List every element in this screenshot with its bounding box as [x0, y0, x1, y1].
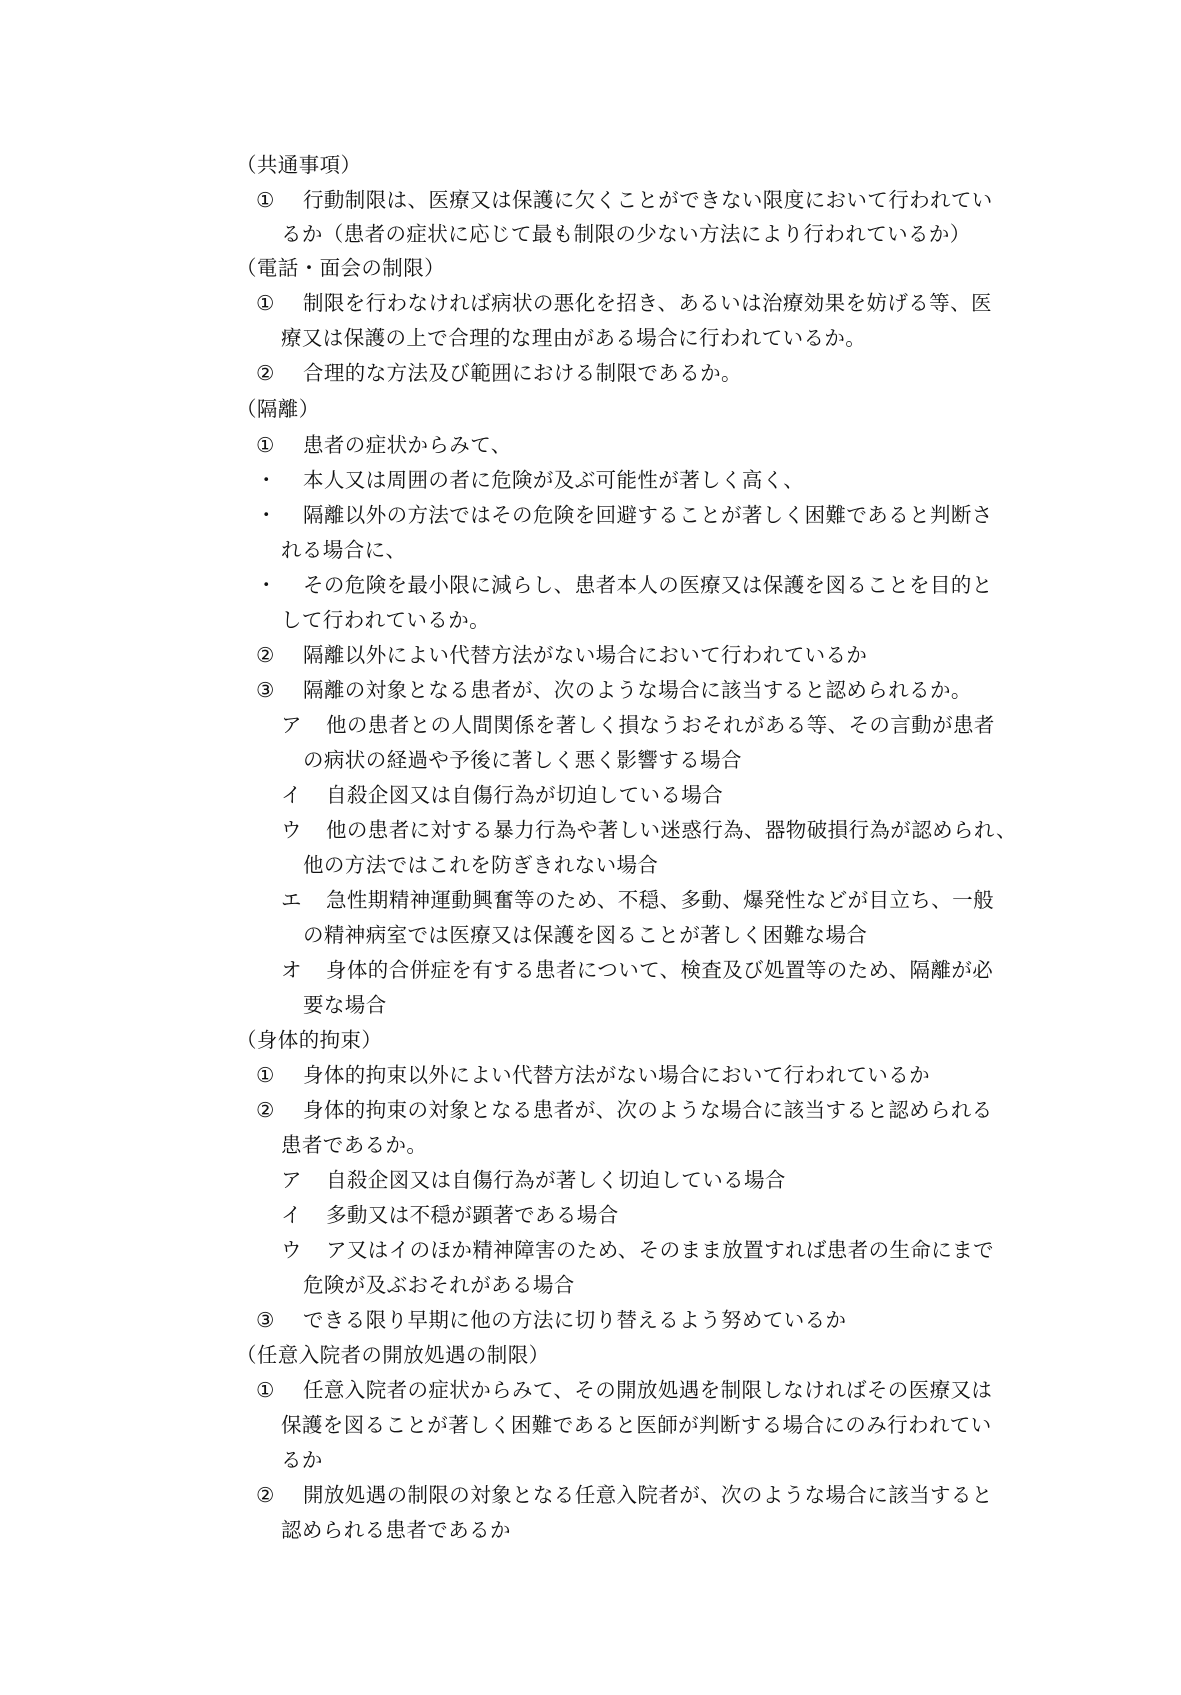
sub-item-marker: イ [281, 1203, 302, 1227]
item-line: できる限り早期に他の方法に切り替えるよう努めているか [303, 1308, 847, 1332]
item-line: 自殺企図又は自傷行為が著しく切迫している場合 [326, 1168, 786, 1192]
item-line: 患者の症状からみて、 [303, 433, 512, 457]
item-line: 開放処遇の制限の対象となる任意入院者が、次のような場合に該当すると [303, 1483, 993, 1507]
item-line: 患者であるか。 [281, 1133, 428, 1157]
item-line: の精神病室では医療又は保護を図ることが著しく困難な場合 [303, 923, 868, 947]
item-line: 合理的な方法及び範囲における制限であるか。 [303, 361, 742, 385]
item-line: ア又はイのほか精神障害のため、そのまま放置すれば患者の生命にまで [326, 1238, 994, 1262]
item-line: 身体的合併症を有する患者について、検査及び処置等のため、隔離が必 [326, 958, 994, 982]
item-line: 自殺企図又は自傷行為が切迫している場合 [326, 783, 724, 807]
item-line: 要な場合 [303, 993, 387, 1017]
section-heading-common: （共通事項） [236, 153, 362, 177]
item-line: 療又は保護の上で合理的な理由がある場合に行われているか。 [281, 326, 867, 350]
bullet-marker: ・ [256, 573, 277, 597]
item-line: 他の患者に対する暴力行為や著しい迷惑行為、器物破損行為が認められ、 [326, 818, 1017, 842]
item-line: の病状の経過や予後に著しく悪く影響する場合 [303, 748, 742, 772]
item-line: 隔離以外によい代替方法がない場合において行われているか [303, 643, 868, 667]
item-line: るか（患者の症状に応じて最も制限の少ない方法により行われているか） [281, 222, 971, 246]
item-line: 保護を図ることが著しく困難であると医師が判断する場合にのみ行われてい [281, 1413, 992, 1437]
item-marker: ① [256, 1063, 275, 1087]
sub-item-marker: ア [281, 1168, 302, 1192]
item-line: 身体的拘束以外によい代替方法がない場合において行われているか [303, 1063, 930, 1087]
section-heading-isolation: （隔離） [236, 397, 320, 421]
section-heading-voluntary-open-treatment: （任意入院者の開放処遇の制限） [236, 1343, 550, 1367]
item-line: 危険が及ぶおそれがある場合 [303, 1273, 575, 1297]
item-line: 他の方法ではこれを防ぎきれない場合 [303, 853, 659, 877]
item-line: 認められる患者であるか [281, 1518, 511, 1542]
item-line: 行動制限は、医療又は保護に欠くことができない限度において行われてい [303, 188, 993, 212]
sub-item-marker: ウ [281, 1238, 302, 1262]
sub-item-marker: ウ [281, 818, 302, 842]
bullet-marker: ・ [256, 468, 277, 492]
item-line: るか [281, 1448, 323, 1472]
item-line: 身体的拘束の対象となる患者が、次のような場合に該当すると認められる [303, 1098, 993, 1122]
item-marker: ② [256, 1098, 275, 1122]
item-line: 他の患者との人間関係を著しく損なうおそれがある等、その言動が患者 [326, 713, 995, 737]
item-marker: ① [256, 433, 275, 457]
sub-item-marker: イ [281, 783, 302, 807]
item-line: 多動又は不穏が顕著である場合 [326, 1203, 619, 1227]
item-marker: ① [256, 291, 275, 315]
section-heading-physical-restraint: （身体的拘束） [236, 1028, 383, 1052]
item-line: その危険を最小限に減らし、患者本人の医療又は保護を図ることを目的と [303, 573, 993, 597]
sub-item-marker: オ [281, 958, 302, 982]
item-marker: ② [256, 643, 275, 667]
item-line: 急性期精神運動興奮等のため、不穏、多動、爆発性などが目立ち、一般 [326, 888, 994, 912]
bullet-marker: ・ [256, 503, 277, 527]
section-heading-phone-visit: （電話・面会の制限） [236, 256, 445, 280]
item-line: 隔離の対象となる患者が、次のような場合に該当すると認められるか。 [303, 678, 972, 702]
item-line: 任意入院者の症状からみて、その開放処遇を制限しなければその医療又は [303, 1378, 993, 1402]
item-line: して行われているか。 [281, 608, 490, 632]
item-marker: ① [256, 1378, 275, 1402]
item-marker: ③ [256, 678, 275, 702]
item-marker: ① [256, 188, 275, 212]
item-marker: ② [256, 1483, 275, 1507]
item-marker: ③ [256, 1308, 275, 1332]
item-line: 制限を行わなければ病状の悪化を招き、あるいは治療効果を妨げる等、医 [303, 291, 992, 315]
item-marker: ② [256, 361, 275, 385]
sub-item-marker: エ [281, 888, 302, 912]
item-line: れる場合に、 [281, 538, 407, 562]
sub-item-marker: ア [281, 713, 302, 737]
item-line: 本人又は周囲の者に危険が及ぶ可能性が著しく高く、 [303, 468, 805, 492]
item-line: 隔離以外の方法ではその危険を回避することが著しく困難であると判断さ [303, 503, 993, 527]
